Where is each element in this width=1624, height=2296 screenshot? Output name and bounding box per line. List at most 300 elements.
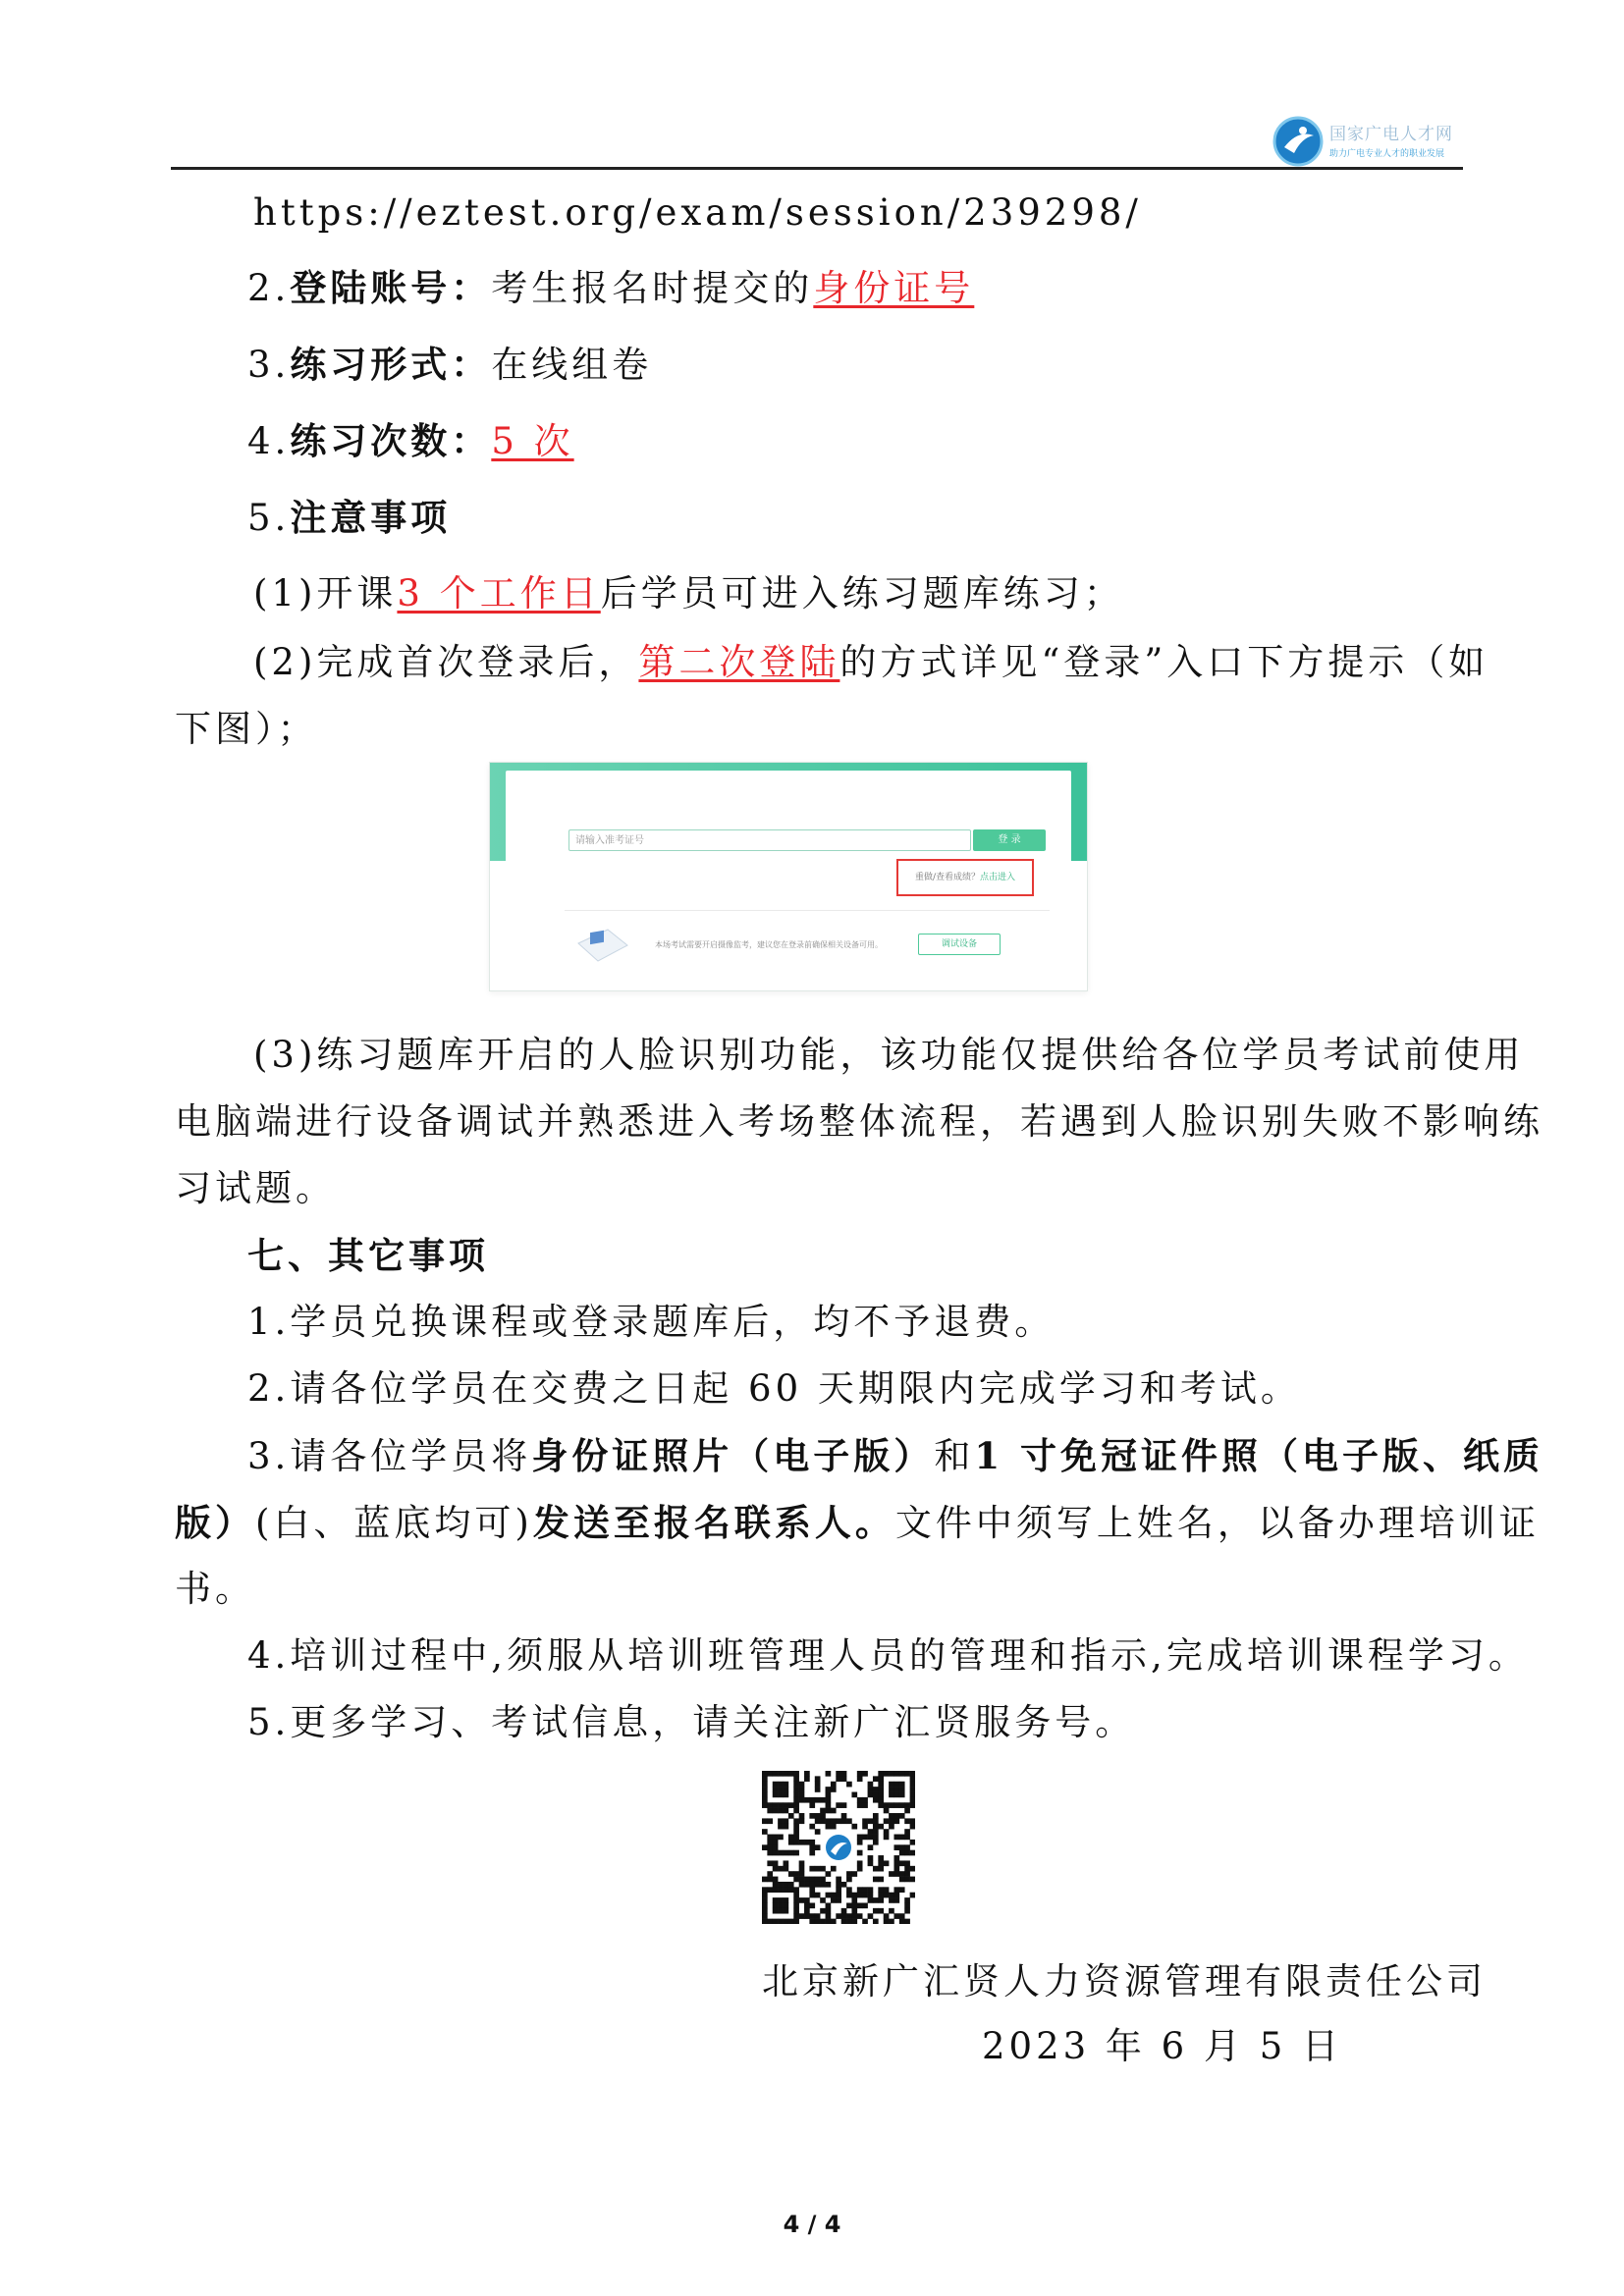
qr-module <box>841 1813 847 1819</box>
qr-module <box>804 1771 810 1777</box>
exam-url <box>253 188 1142 238</box>
screenshot-panel <box>506 771 1071 985</box>
qr-module <box>889 1787 894 1792</box>
qr-module <box>767 1808 773 1814</box>
ticket-number-input: 请输入准考证号 <box>568 829 971 851</box>
item-3-l2 <box>175 1498 1540 1548</box>
qr-module <box>841 1771 847 1777</box>
qr-module <box>893 1782 899 1788</box>
qr-module <box>868 1844 874 1850</box>
item-4 <box>247 1631 1529 1681</box>
qr-module <box>878 1797 884 1803</box>
qr-module <box>862 1797 868 1803</box>
device-icon <box>574 926 631 965</box>
qr-module <box>851 1902 857 1908</box>
qr-module <box>884 1835 890 1841</box>
qr-module <box>893 1771 899 1777</box>
qr-module <box>815 1776 821 1782</box>
issue-date <box>982 2022 1342 2071</box>
qr-module <box>836 1882 841 1888</box>
qr-module <box>889 1897 894 1903</box>
qr-module <box>778 1802 784 1808</box>
qr-module <box>778 1902 784 1908</box>
qr-module <box>778 1887 784 1893</box>
login-prefix: 2. <box>247 267 291 309</box>
qr-module <box>868 1818 874 1824</box>
qr-module <box>873 1829 879 1835</box>
item-1 <box>247 1298 1055 1347</box>
note-1 <box>253 569 1124 618</box>
qr-module <box>893 1792 899 1798</box>
qr-module <box>826 1913 832 1919</box>
qr-module <box>799 1877 805 1883</box>
qr-module <box>851 1919 857 1924</box>
qr-module <box>831 1866 837 1872</box>
qr-module <box>820 1818 826 1824</box>
qr-module <box>773 1802 779 1808</box>
qr-module <box>846 1887 852 1893</box>
qr-module <box>910 1818 915 1824</box>
qr-module <box>893 1887 899 1893</box>
qr-module <box>868 1782 874 1788</box>
qr-module <box>857 1866 863 1872</box>
qr-module <box>804 1877 810 1883</box>
qr-module <box>826 1797 832 1803</box>
qr-module <box>820 1882 826 1888</box>
qr-module <box>784 1792 789 1798</box>
qr-module <box>788 1840 794 1845</box>
qr-module <box>793 1902 799 1908</box>
qr-module <box>846 1902 852 1908</box>
qr-module <box>767 1802 773 1808</box>
qr-module <box>862 1902 868 1908</box>
qr-module <box>820 1797 826 1803</box>
form-label: 练习形式： <box>290 343 492 386</box>
qr-module <box>773 1835 779 1841</box>
qr-module <box>899 1782 905 1788</box>
qr-module <box>815 1782 821 1788</box>
qr-module <box>868 1855 874 1861</box>
qr-module <box>762 1913 768 1919</box>
qr-module <box>841 1882 847 1888</box>
qr-module <box>767 1835 773 1841</box>
qr-module <box>831 1787 837 1792</box>
qr-module <box>884 1893 890 1898</box>
qr-module <box>857 1797 863 1803</box>
qr-module <box>878 1877 884 1883</box>
count-label: 练习次数： <box>290 419 492 462</box>
qr-module <box>893 1893 899 1898</box>
qr-module <box>804 1776 810 1782</box>
qr-module <box>788 1835 794 1841</box>
qr-module <box>809 1902 815 1908</box>
qr-module <box>857 1893 863 1898</box>
qr-module <box>889 1813 894 1819</box>
qr-module <box>778 1787 784 1792</box>
qr-module <box>762 1792 768 1798</box>
qr-module <box>868 1792 874 1798</box>
qr-module <box>815 1844 821 1850</box>
qr-module <box>793 1782 799 1788</box>
qr-module <box>910 1776 915 1782</box>
qr-module <box>784 1897 789 1903</box>
qr-module <box>846 1919 852 1924</box>
qr-module <box>799 1860 805 1866</box>
qr-module <box>778 1882 784 1888</box>
qr-module <box>773 1844 779 1850</box>
qr-module <box>784 1818 789 1824</box>
qr-module <box>836 1877 841 1883</box>
qr-module <box>910 1792 915 1798</box>
qr-module <box>815 1787 821 1792</box>
qr-module <box>799 1871 805 1877</box>
note-3-l2 <box>175 1097 1543 1147</box>
qr-module <box>773 1897 779 1903</box>
item-5 <box>247 1698 1135 1747</box>
qr-module <box>793 1808 799 1814</box>
qr-module <box>767 1877 773 1883</box>
qr-module <box>910 1850 915 1856</box>
qr-module <box>826 1893 832 1898</box>
screenshot-divider <box>565 910 1050 911</box>
qr-module <box>773 1771 779 1777</box>
qr-module <box>899 1802 905 1808</box>
qr-module <box>793 1850 799 1856</box>
qr-module <box>873 1919 879 1924</box>
qr-module <box>884 1919 890 1924</box>
qr-module <box>767 1844 773 1850</box>
qr-module <box>846 1913 852 1919</box>
qr-module <box>893 1844 899 1850</box>
note-2-red: 第二次登陆 <box>638 641 840 683</box>
section-7-title <box>247 1231 489 1280</box>
qr-module <box>767 1871 773 1877</box>
qr-module <box>836 1802 841 1808</box>
qr-module <box>857 1771 863 1777</box>
qr-module <box>809 1882 815 1888</box>
qr-module <box>815 1813 821 1819</box>
qr-module <box>899 1844 905 1850</box>
qr-module <box>893 1860 899 1866</box>
item-3-c: 和 <box>934 1435 975 1477</box>
qr-module <box>784 1787 789 1792</box>
qr-module <box>873 1908 879 1914</box>
qr-module <box>884 1860 890 1866</box>
qr-module <box>793 1835 799 1841</box>
site-logo <box>1272 114 1469 169</box>
qr-module <box>899 1835 905 1841</box>
page-number: 4 / 4 <box>783 2211 841 2238</box>
qr-module <box>878 1792 884 1798</box>
qr-module <box>873 1776 879 1782</box>
qr-module <box>873 1866 879 1872</box>
note-2-cont <box>175 705 318 754</box>
qr-module <box>893 1818 899 1824</box>
qr-module <box>762 1797 768 1803</box>
qr-module <box>773 1787 779 1792</box>
qr-module <box>778 1835 784 1841</box>
qr-module <box>851 1824 857 1830</box>
qr-module <box>809 1840 815 1845</box>
qr-module <box>773 1866 779 1872</box>
qr-module <box>788 1850 794 1856</box>
qr-module <box>841 1776 847 1782</box>
qr-module <box>910 1771 915 1777</box>
qr-module <box>857 1887 863 1893</box>
qr-module <box>815 1818 821 1824</box>
qr-module <box>878 1771 884 1777</box>
login-button: 登 录 <box>973 829 1046 851</box>
qr-module <box>826 1802 832 1808</box>
qr-module <box>793 1797 799 1803</box>
qr-module <box>773 1840 779 1845</box>
qr-module <box>815 1893 821 1898</box>
login-line <box>247 263 974 313</box>
qr-module <box>778 1792 784 1798</box>
qr-module <box>788 1887 794 1893</box>
qr-module <box>793 1919 799 1924</box>
note-3-l1-text: (3)练习题库开启的人脸识别功能，该功能仅提供给各位学员考试前使用 <box>253 1034 1525 1076</box>
qr-module <box>884 1913 890 1919</box>
qr-module <box>878 1776 884 1782</box>
qr-module <box>899 1887 905 1893</box>
qr-module <box>884 1802 890 1808</box>
qr-module <box>910 1787 915 1792</box>
qr-module <box>804 1897 810 1903</box>
qr-module <box>826 1908 832 1914</box>
qr-module <box>857 1850 863 1856</box>
qr-module <box>809 1919 815 1924</box>
qr-module <box>873 1813 879 1819</box>
qr-module <box>799 1813 805 1819</box>
qr-module <box>815 1797 821 1803</box>
qr-module <box>846 1877 852 1883</box>
qr-module <box>773 1882 779 1888</box>
qr-module <box>868 1860 874 1866</box>
item-3-l2-bold: 版） <box>175 1501 255 1544</box>
note-2-c: 下图）； <box>175 708 318 750</box>
qr-module <box>841 1818 847 1824</box>
qr-module <box>862 1818 868 1824</box>
qr-module <box>904 1902 910 1908</box>
qr-module <box>826 1871 832 1877</box>
qr-module <box>799 1782 805 1788</box>
qr-module <box>873 1835 879 1841</box>
qr-module <box>762 1877 768 1883</box>
qr-module <box>799 1792 805 1798</box>
qr-module <box>762 1887 768 1893</box>
qr-module <box>893 1813 899 1819</box>
qr-module <box>884 1771 890 1777</box>
login-text: 考生报名时提交的 <box>491 267 814 309</box>
qr-module <box>893 1802 899 1808</box>
qr-module <box>893 1866 899 1872</box>
qr-module <box>884 1887 890 1893</box>
qr-module <box>793 1893 799 1898</box>
qr-module <box>910 1877 915 1883</box>
qr-module <box>815 1829 821 1835</box>
qr-module <box>893 1913 899 1919</box>
qr-module <box>899 1913 905 1919</box>
qr-module <box>893 1835 899 1841</box>
qr-module <box>889 1871 894 1877</box>
qr-module <box>889 1802 894 1808</box>
count-line <box>247 416 574 466</box>
qr-module <box>793 1897 799 1903</box>
note-2-a: (2)完成首次登录后， <box>253 641 639 683</box>
qr-module <box>904 1866 910 1872</box>
item-5-text: 5.更多学习、考试信息，请关注新广汇贤服务号。 <box>247 1701 1136 1743</box>
qr-module <box>857 1913 863 1919</box>
qr-module <box>778 1919 784 1924</box>
qr-module <box>815 1882 821 1888</box>
note-1-b: 后学员可进入练习题库练习； <box>600 572 1124 614</box>
qr-module <box>826 1818 832 1824</box>
qr-module <box>846 1893 852 1898</box>
qr-module <box>889 1919 894 1924</box>
qr-module <box>841 1908 847 1914</box>
qr-module <box>846 1782 852 1788</box>
item-3-l3 <box>175 1565 255 1614</box>
qr-code <box>762 1771 915 1924</box>
item-3-bold-1: 身份证照片（电子版） <box>531 1434 935 1477</box>
qr-module <box>878 1893 884 1898</box>
camera-hint: 本场考试需要开启摄像监考，建议您在登录前确保相关设备可用。 <box>655 940 883 949</box>
qr-module <box>788 1802 794 1808</box>
qr-module <box>873 1877 879 1883</box>
qr-module <box>889 1893 894 1898</box>
qr-module <box>884 1808 890 1814</box>
qr-module <box>873 1792 879 1798</box>
qr-module <box>851 1792 857 1798</box>
qr-module <box>899 1787 905 1792</box>
qr-module <box>893 1787 899 1792</box>
qr-module <box>799 1818 805 1824</box>
qr-module <box>878 1782 884 1788</box>
issue-date-text: 2023 年 6 月 5 日 <box>982 2025 1343 2067</box>
company-name <box>762 1957 1487 2006</box>
note-1-red: 3 个工作日 <box>397 572 601 614</box>
count-prefix: 4. <box>247 420 291 462</box>
qr-module <box>873 1840 879 1845</box>
notes-label: 注意事项 <box>290 496 452 539</box>
qr-module <box>868 1897 874 1903</box>
qr-module <box>904 1871 910 1877</box>
qr-module <box>884 1829 890 1835</box>
qr-module <box>815 1877 821 1883</box>
qr-module <box>788 1871 794 1877</box>
qr-module <box>868 1787 874 1792</box>
qr-module <box>778 1818 784 1824</box>
qr-module <box>826 1808 832 1814</box>
qr-module <box>778 1824 784 1830</box>
qr-module <box>799 1913 805 1919</box>
qr-module <box>762 1908 768 1914</box>
notes-prefix: 5. <box>247 497 291 539</box>
qr-module <box>868 1835 874 1841</box>
qr-module <box>793 1802 799 1808</box>
qr-module <box>804 1840 810 1845</box>
qr-module <box>793 1877 799 1883</box>
qr-module <box>862 1835 868 1841</box>
qr-module <box>826 1792 832 1798</box>
qr-module <box>910 1893 915 1898</box>
qr-module <box>862 1771 868 1777</box>
qr-module <box>815 1913 821 1919</box>
note-3-l3-text: 习试题。 <box>175 1167 336 1209</box>
qr-module <box>904 1860 910 1866</box>
qr-module <box>873 1897 879 1903</box>
qr-module <box>767 1818 773 1824</box>
note-2-b: 的方式详见“登录”入口下方提示（如 <box>839 641 1489 683</box>
qr-module <box>889 1782 894 1788</box>
qr-center-logo <box>823 1832 854 1863</box>
qr-module <box>793 1776 799 1782</box>
qr-module <box>899 1813 905 1819</box>
qr-module <box>889 1824 894 1830</box>
qr-module <box>857 1802 863 1808</box>
qr-module <box>778 1908 784 1914</box>
note-3-l1 <box>253 1031 1524 1080</box>
qr-module <box>826 1787 832 1792</box>
item-2 <box>247 1364 1301 1414</box>
item-1-text: 1.学员兑换课程或登录题库后，均不予退费。 <box>247 1301 1056 1343</box>
qr-module <box>773 1902 779 1908</box>
qr-module <box>767 1919 773 1924</box>
qr-module <box>762 1897 768 1903</box>
form-prefix: 3. <box>247 344 291 386</box>
qr-module <box>820 1897 826 1903</box>
qr-module <box>784 1850 789 1856</box>
qr-module <box>904 1877 910 1883</box>
qr-module <box>820 1919 826 1924</box>
qr-module <box>873 1818 879 1824</box>
qr-module <box>784 1782 789 1788</box>
qr-module <box>904 1808 910 1814</box>
item-3-l2-bold-2: 发送至报名联系人。 <box>532 1501 895 1544</box>
item-3 <box>247 1431 1543 1481</box>
qr-module <box>904 1802 910 1808</box>
qr-module <box>889 1818 894 1824</box>
qr-module <box>846 1871 852 1877</box>
qr-module <box>820 1908 826 1914</box>
qr-module <box>762 1818 768 1824</box>
qr-module <box>784 1771 789 1777</box>
qr-module <box>857 1776 863 1782</box>
qr-module <box>762 1893 768 1898</box>
qr-module <box>878 1908 884 1914</box>
qr-module <box>826 1919 832 1924</box>
qr-module <box>910 1782 915 1788</box>
qr-module <box>793 1792 799 1798</box>
qr-module <box>878 1887 884 1893</box>
qr-module <box>878 1824 884 1830</box>
qr-module <box>910 1866 915 1872</box>
qr-module <box>910 1802 915 1808</box>
qr-module <box>831 1808 837 1814</box>
qr-module <box>767 1771 773 1777</box>
qr-module <box>820 1877 826 1883</box>
qr-module <box>836 1776 841 1782</box>
qr-module <box>778 1771 784 1777</box>
qr-module <box>784 1808 789 1814</box>
logo-title: 国家广电人才网 <box>1329 125 1453 144</box>
qr-module <box>899 1877 905 1883</box>
retake-highlight-box <box>896 859 1034 896</box>
qr-module <box>862 1824 868 1830</box>
qr-module <box>784 1866 789 1872</box>
qr-module <box>878 1897 884 1903</box>
